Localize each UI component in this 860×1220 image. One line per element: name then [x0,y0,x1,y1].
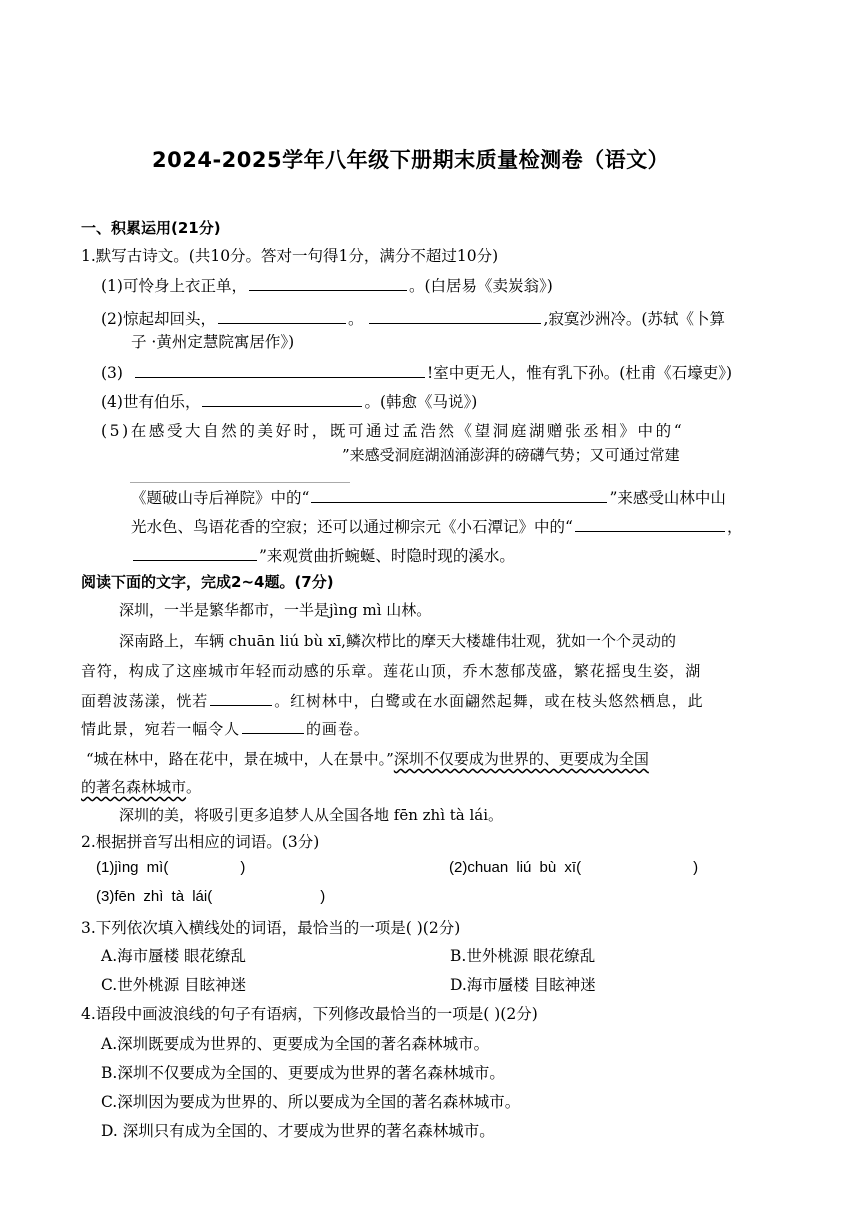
q1-item5-text: 《题破山寺后禅院》中的“ [131,489,310,507]
answer-blank[interactable] [575,516,725,532]
q1-stem: 1.默写古诗文。(共10分。答对一句得1分，满分不超过10分) [81,247,499,265]
q4-option-b[interactable]: B.深圳不仅要成为全国的、更要成为世界的著名森林城市。 [101,1064,505,1082]
reading-text3: 情此景，宛若一幅令人 [81,720,241,738]
q1-item2-mid: 。 [347,310,364,328]
q1-item3-source: !室中更无人，惟有乳下孙。(杜甫《石壕吏》) [426,364,733,382]
q4-option-c[interactable]: C.深圳因为要成为世界的、所以要成为全国的著名森林城市。 [101,1093,521,1111]
q1-item4 [101,391,477,412]
q1-item1-source: 。(白居易《卖炭翁》) [408,277,553,295]
q2-b-close: ) [693,859,699,876]
q2-c [96,887,325,907]
q3-option-c[interactable]: C.世外桃源 目眩神迷 [101,976,247,994]
answer-blank[interactable] [311,487,607,503]
q3-option-d[interactable]: D.海市蜃楼 目眩神迷 [450,976,596,994]
q1-item5-line4 [131,516,742,537]
answer-blank[interactable] [369,308,541,324]
q2-stem: 2.根据拼音写出相应的词语。(3分) [81,833,320,851]
reading-quote: “城在林中，路在花中，景在城中，人在景中。” [86,750,394,768]
wavy-sentence-end: 的著名森林城市 [81,778,187,796]
q1-item5-comma: ， [726,518,743,536]
answer-blank[interactable] [130,482,350,483]
q2-a-label: (1)jìng mì( [96,859,169,876]
q1-item2-source: ,寂寞沙洲冷。(苏轼《卜算 [543,310,725,328]
q1-item1 [101,275,553,296]
reading-p4: 深圳的美，将吸引更多追梦人从全国各地 fēn zhì tà lái。 [119,806,504,824]
q1-item5-line3 [131,487,726,508]
reading-p1: 深圳，一半是繁华都市，一半是jìng mì 山林。 [119,601,432,619]
reading-p2-line3 [81,690,704,711]
q1-item3-text: (3) [101,364,123,382]
reading-p3-line2 [81,777,201,797]
q1-item2-text: (2)惊起却回头， [101,310,216,328]
q4-stem: 4.语段中画波浪线的句子有语病，下列修改最恰当的一项是( )(2分) [81,1005,538,1023]
reading-text: 面碧波荡漾，恍若 [81,692,209,710]
section1-heading: 一、积累运用(21分) [81,219,221,237]
reading-p2-line2: 音符，构成了这座城市年轻而动感的乐章。莲花山顶，乔木葱郁茂盛，繁花摇曳生姿，湖 [81,662,702,680]
q3-stem: 3.下列依次填入横线处的词语，最恰当的一项是( )(2分) [81,919,461,937]
q2-b [449,858,698,878]
reading-p2-line4 [81,718,370,739]
reading-text4: 的画卷。 [306,720,370,738]
q3-option-a[interactable]: A.海市蜃楼 眼花缭乱 [101,947,247,965]
q1-item4-text: (4)世有伯乐， [101,393,201,411]
q2-a [96,858,245,878]
reading-p2-line1: 深南路上，车辆 chuān liú bù xī,鳞次栉比的摩天大楼雄伟壮观，犹如一个个灵动的 [119,632,676,650]
reading-p3-line1 [86,749,649,769]
q1-item3 [101,362,732,383]
q1-item1-text: (1)可怜身上衣正单， [101,277,247,295]
q2-c-close: ) [320,888,326,905]
reading-text2: 。红树林中，白鹭或在水面翩然起舞，或在枝头悠然栖息，此 [274,692,704,710]
q1-item5-line2: ”来感受洞庭湖汹涌澎湃的磅礴气势；又可通过常建 [342,446,680,464]
q1-item4-source: 。(韩愈《马说》) [364,393,478,411]
answer-blank[interactable] [133,545,257,561]
answer-blank[interactable] [135,362,425,378]
answer-blank[interactable] [249,275,407,291]
q2-c-label: (3)fēn zhì tà lái( [96,888,213,905]
answer-blank[interactable] [242,718,304,734]
page-title: 2024-2025学年八年级下册期末质量检测卷（语文） [152,148,670,172]
q1-item5-line1: (5)在感受大自然的美好时，既可通过孟浩然《望洞庭湖赠张丞相》中的“ [101,422,685,440]
q2-a-close: ) [240,859,246,876]
q1-item5-text3: 光水色、鸟语花香的空寂；还可以通过柳宗元《小石潭记》中的“ [131,518,573,536]
wavy-sentence: 深圳不仅要成为世界的、更要成为全国 [393,750,649,768]
q4-option-d[interactable]: D. 深圳只有成为全国的、才要成为世界的著名森林城市。 [101,1122,495,1140]
answer-blank[interactable] [210,690,272,706]
q1-item5-text4: ”来观赏曲折蜿蜒、时隐时现的溪水。 [259,547,515,565]
reading-period: 。 [186,778,202,796]
q1-item5-text2: ”来感受山林中山 [609,489,726,507]
q4-option-a[interactable]: A.深圳既要成为世界的、更要成为全国的著名森林城市。 [101,1035,490,1053]
q1-item2 [101,308,725,329]
q1-item5-line5 [131,545,515,566]
q3-option-b[interactable]: B.世外桃源 眼花缭乱 [450,947,596,965]
reading-heading: 阅读下面的文字，完成2~4题。(7分) [81,573,334,591]
answer-blank[interactable] [218,308,346,324]
q2-b-label: (2)chuan liú bù xī( [449,859,582,876]
q1-item2-cont: 子 ·黄州定慧院寓居作》) [131,333,295,351]
answer-blank[interactable] [202,391,362,407]
